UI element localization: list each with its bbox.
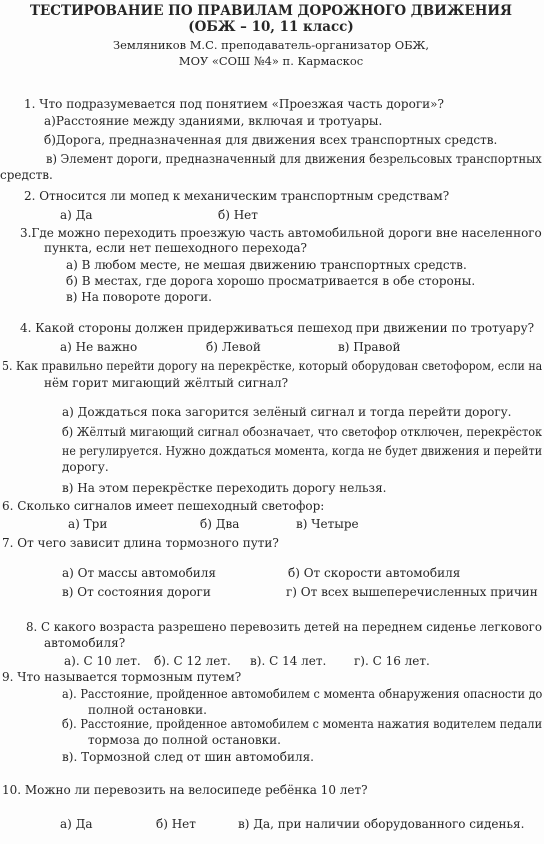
q1-option-c: в) Элемент дороги, предназначенный для движения безрельсовых транспортных [46,152,542,166]
question-2: 2. Относится ли мопед к механическим транспортным средствам? [24,189,450,203]
question-9: 9. Что называется тормозным путем? [2,670,242,684]
document-subtitle: (ОБЖ – 10, 11 класс) [188,19,354,35]
q4-option-a: а) Не важно [60,340,138,354]
q6-option-a: а) Три [68,517,108,531]
question-8-cont: автомобиля? [44,636,126,650]
q1-option-a: а)Расстояние между зданиями, включая и тротуары. [44,114,383,128]
q10-option-c: в) Да, при наличии оборудованного сиденья. [238,817,525,831]
q10-option-b: б) Нет [156,817,196,831]
q4-option-b: б) Левой [206,340,261,354]
q5-option-b-cont-2: дорогу. [62,460,109,474]
q6-option-c: в) Четыре [296,517,359,531]
q6-option-b: б) Два [200,517,240,531]
q7-option-c: в) От состояния дороги [62,585,211,599]
school-line: МОУ «СОШ №4» п. Кармаскос [178,54,364,68]
q7-option-b: б) От скорости автомобиля [288,566,461,580]
question-3-cont: пункта, если нет пешеходного перехода? [44,241,307,255]
q3-option-c: в) На повороте дороги. [66,290,212,304]
q5-option-c: в) На этом перекрёстке переходить дорогу нельзя. [62,481,387,495]
q1-option-b: б)Дорога, предназначенная для движения всех транспортных средств. [44,133,498,147]
q7-option-d: г) От всех вышеперечисленных причин [286,585,538,599]
question-5: 5. Как правильно перейти дорогу на перекрёстке, который оборудован светофором, если на [2,359,543,373]
question-3: 3.Где можно переходить проезжую часть автомобильной дороги вне населенного [20,226,542,240]
question-6: 6. Сколько сигналов имеет пешеходный светофор: [2,499,325,513]
q4-option-c: в) Правой [338,340,401,354]
q5-option-a: а) Дождаться пока загорится зелёный сигнал и тогда перейти дорогу. [62,405,512,419]
q8-option-d: г). С 16 лет. [354,654,430,668]
question-1: 1. Что подразумевается под понятием «Проезжая часть дороги»? [24,97,444,111]
q10-option-a: а) Да [60,817,93,831]
q5-option-b-cont-1: не регулируется. Нужно дождаться момента, когда не будет движения и перейти [62,444,543,458]
question-8: 8. С какого возраста разрешено перевозить детей на переднем сиденье легкового [26,620,542,634]
q8-option-c: в). С 14 лет. [250,654,327,668]
q9-option-c: в). Тормозной след от шин автомобиля. [62,750,314,764]
q8-option-a: а). С 10 лет. [64,654,141,668]
q3-option-a: а) В любом месте, не мешая движению транспортных средств. [66,258,467,272]
question-4: 4. Какой стороны должен придерживаться пешеход при движении по тротуару? [20,321,535,335]
question-7: 7. От чего зависит длина тормозного пути? [2,536,279,550]
q3-option-b: б) В местах, где дорога хорошо просматривается в обе стороны. [66,274,476,288]
q7-option-a: а) От массы автомобиля [62,566,216,580]
author-line: Земляников М.С. преподаватель-организатор ОБЖ, [112,38,430,52]
q8-option-b: б). С 12 лет. [154,654,231,668]
question-5-cont: нём горит мигающий жёлтый сигнал? [44,376,289,390]
q9-option-b-cont: тормоза до полной остановки. [88,733,281,747]
q2-option-b: б) Нет [218,208,258,222]
document-title: ТЕСТИРОВАНИЕ ПО ПРАВИЛАМ ДОРОЖНОГО ДВИЖЕНИЯ [29,3,513,19]
q9-option-b: б). Расстояние, пройденное автомобилем с момента нажатия водителем педали [62,717,543,731]
q5-option-b: б) Жёлтый мигающий сигнал обозначает, что светофор отключен, перекрёсток [62,425,543,439]
question-10: 10. Можно ли перевозить на велосипеде ребёнка 10 лет? [2,783,368,797]
q9-option-a-cont: полной остановки. [88,703,207,717]
q9-option-a: а). Расстояние, пройденное автомобилем с момента обнаружения опасности до [62,687,543,701]
q1-option-c-cont: средств. [0,168,53,182]
q2-option-a: а) Да [60,208,93,222]
